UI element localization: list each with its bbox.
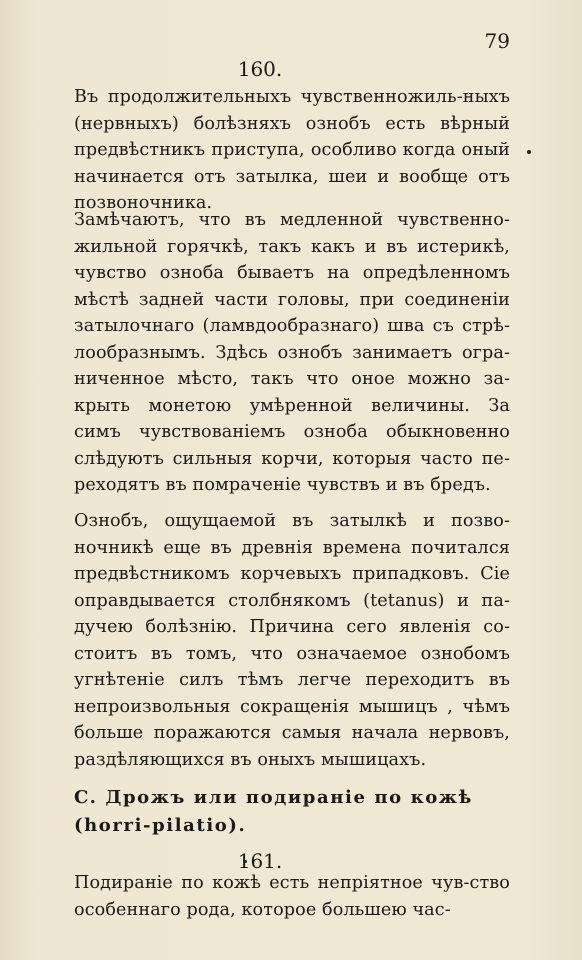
page-number: 79 — [484, 29, 510, 53]
section-heading: C. Дрожъ или подиранie по кожѣ (horri-pilatio). — [74, 787, 473, 836]
section-number-160: 160. — [237, 57, 283, 81]
paragraph-2: Замѣчаютъ, что въ медленной чувственно-жильной горячкѣ, такъ какъ и въ истерикѣ, чувство озноба бываетъ на опредѣленномъ мѣстѣ задней части головы, при соединеніи затылочнаго (ламвдообразнаго) шва съ стрѣ-лообразнымъ. Здѣсь ознобъ занимаетъ огра-ниченное мѣсто, такъ что оное можно за-крыть монетою умѣренной величины. За симъ чувствованіемъ озноба обыкновенно слѣдуютъ сильныя корчи, которыя часто пе-реходятъ въ помраченіе чувствъ и въ бредъ. — [74, 210, 510, 495]
paragraph-4: Подиранiе по кожѣ есть непрiятное чув-ство особеннаго рода, которое большею час- — [74, 873, 510, 920]
paragraph-3: Ознобъ, ощущаемой въ затылкѣ и позво-ночникѣ еще въ древнія времена почитался предвѣстникомъ корчевыхъ припадковъ. Сіе оправдывается столбнякомъ (tetanus) и па-дучею болѣзнію. Причина сего явленія со-стоитъ въ томъ, что означаемое ознобомъ угнѣтеніе силъ тѣмъ легче переходитъ въ непроизвольныя сокращенія мышицъ , чѣмъ больше поражаются самыя начала нервовъ, раздѣляющихся въ оныхъ мышицахъ. — [74, 511, 510, 770]
ink-dot — [527, 150, 531, 154]
paragraph-1: Въ продолжительныхъ чувственножиль-ныхъ (нервныхъ) болѣзняхъ ознобъ есть вѣрный предвѣстникъ приступа, особливо когда оный начинается отъ затылка, шеи и вообще отъ позвоночника. — [74, 87, 510, 213]
section-number-161: 161. — [237, 849, 283, 873]
